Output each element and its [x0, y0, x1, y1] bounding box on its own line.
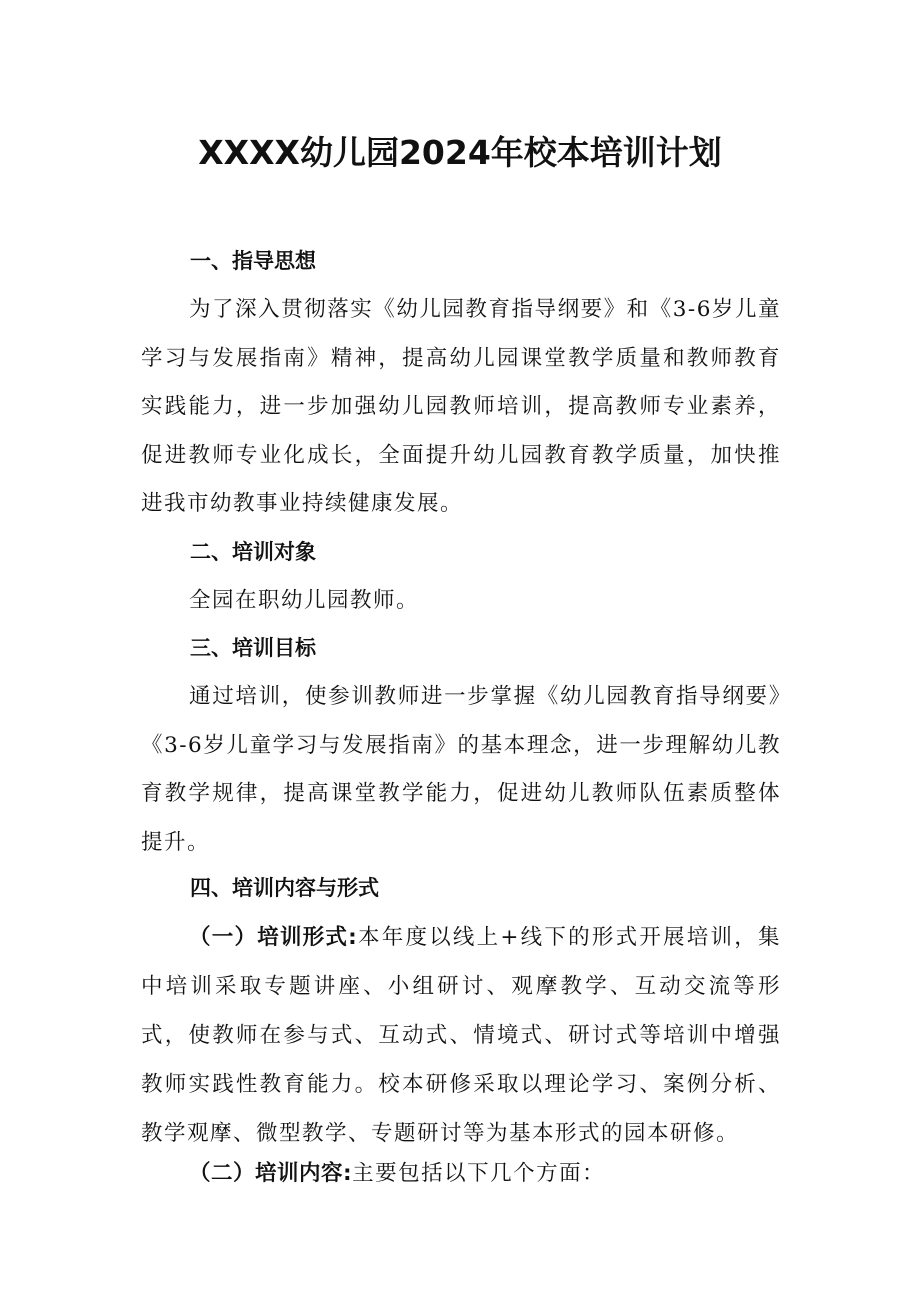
subsection-training-form [141, 913, 781, 1158]
subsection-text-training-content: 主要包括以下几个方面： [352, 1161, 606, 1186]
subsection-text-training-form: 本年度以线上+线下的形式开展培训，集中培训采取专题讲座、小组研讨、观摩教学、互动交流等形式，使教师在参与式、互动式、情境式、研讨式等培训中增强教师实践性教育能力。校本研修采取以理论学习、案例分析、教学观摩、微型教学、专题研讨等为基本形式的园本研修。 [141, 925, 781, 1146]
section-heading-training-targets: 二、培训对象 [190, 540, 316, 564]
section-heading-guiding-ideology: 一、指导思想 [190, 249, 316, 273]
subsection-label-training-content: （二）培训内容: [189, 1161, 353, 1186]
section-body-training-targets: 全园在职幼儿园教师。 [189, 588, 420, 613]
section-body-training-goals: 通过培训，使参训教师进一步掌握《幼儿园教育指导纲要》《3-6岁儿童学习与发展指南》的基本理念，进一步理解幼儿教育教学规律，提高课堂教学能力，促进幼儿教师队伍素质整体提升。 [141, 684, 781, 855]
section-heading-training-goals: 三、培训目标 [190, 636, 316, 660]
subsection-label-training-form: （一）培训形式: [189, 925, 358, 950]
section-body-guiding-ideology: 为了深入贯彻落实《幼儿园教育指导纲要》和《3-6岁儿童学习与发展指南》精神，提高幼儿园课堂教学质量和教师教育实践能力，进一步加强幼儿园教师培训，提高教师专业素养，促进教师专业化成长，全面提升幼儿园教育教学质量，加快推进我市幼教事业持续健康发展。 [141, 297, 781, 516]
document-title: XXXX幼儿园2024年校本培训计划 [198, 133, 722, 172]
section-heading-content-and-form: 四、培训内容与形式 [190, 876, 379, 900]
subsection-training-content [141, 1150, 781, 1199]
